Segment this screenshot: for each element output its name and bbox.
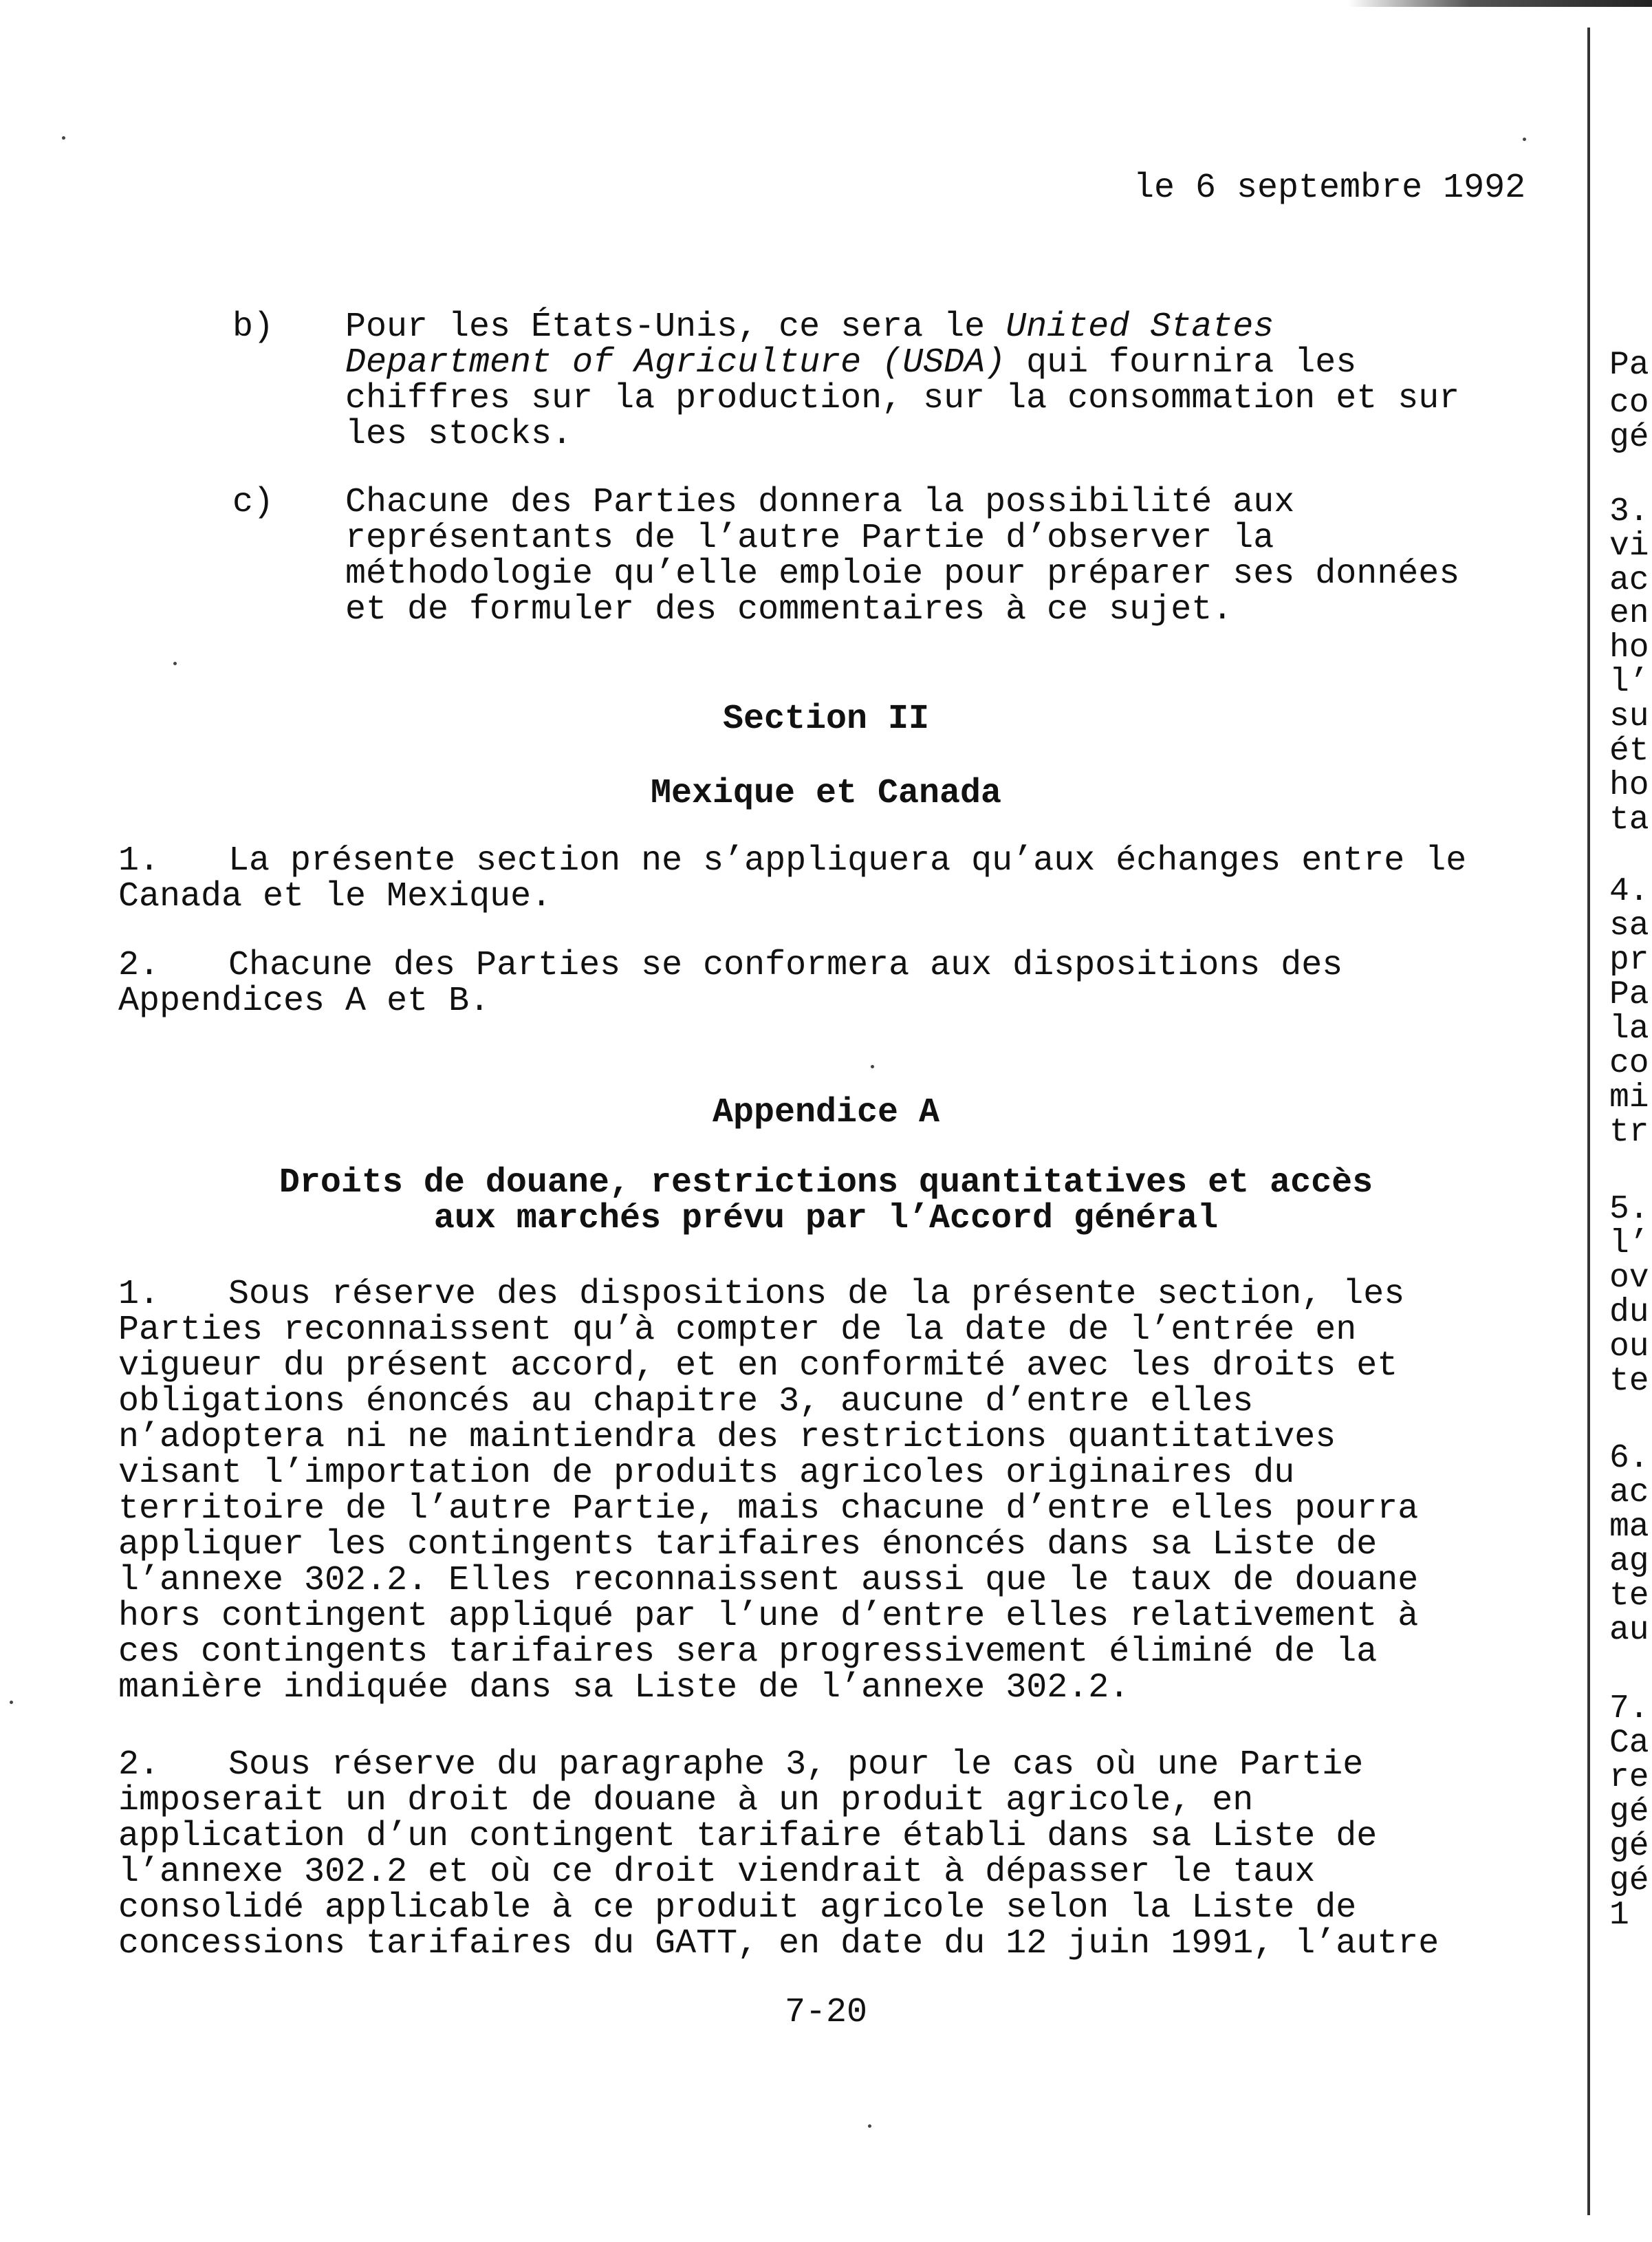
text-line [345, 345, 1542, 381]
section-paragraph-2 [118, 948, 1539, 1020]
adjacent-page-fragment [1602, 0, 1652, 2242]
adjacent-page-text-fragment: l’ [1609, 664, 1649, 701]
appendix-paragraph-2 [118, 1747, 1539, 1962]
scan-speck [10, 1701, 13, 1704]
scan-speck [871, 1065, 874, 1068]
adjacent-page-edge [1587, 28, 1590, 2215]
page-number: 7-20 [784, 1993, 868, 2032]
adjacent-page-text-fragment: gé [1609, 1828, 1649, 1865]
text-line: appliquer les contingents tarifaires énoncés dans sa Liste de [118, 1525, 1378, 1564]
text-line: manière indiquée dans sa Liste de l’annexe 302.2. [118, 1668, 1130, 1707]
text-line [345, 381, 1542, 417]
adjacent-page-text-fragment: ét [1609, 733, 1649, 770]
adjacent-page-text-fragment: Ca [1609, 1725, 1649, 1762]
appendix-subtitle [0, 1165, 1652, 1237]
paragraph-number: 1. [118, 841, 160, 881]
text-line: méthodologie qu’elle emploie pour préparer ses données [345, 554, 1460, 594]
text-line [118, 843, 1539, 879]
adjacent-page-text-fragment: re [1609, 1759, 1649, 1796]
text-run: Sous réserve du paragraphe 3, pour le cas où une Partie [228, 1745, 1364, 1785]
text-line: vigueur du présent accord, et en conformité avec les droits et [118, 1346, 1398, 1386]
text-line: application d’un contingent tarifaire établi dans sa Liste de [118, 1817, 1378, 1856]
list-item-letter: c) [232, 483, 274, 522]
adjacent-page-text-fragment: la [1609, 1011, 1649, 1048]
text-line [345, 417, 1542, 453]
text-run: les stocks. [345, 415, 573, 454]
text-line: l’annexe 302.2. Elles reconnaissent aussi que le taux de douane [118, 1561, 1419, 1600]
adjacent-page-text-fragment: 3. [1609, 493, 1649, 530]
italic-text-run: United States [1006, 308, 1274, 347]
text-line: visant l’importation de produits agricoles originaires du [118, 1454, 1295, 1493]
adjacent-page-text-fragment: sa [1609, 907, 1649, 945]
text-run: La présente section ne s’appliquera qu’aux échanges entre le [228, 841, 1467, 881]
text-line: territoire de l’autre Partie, mais chacune d’entre elles pourra [118, 1489, 1419, 1529]
text-line: consolidé applicable à ce produit agricole selon la Liste de [118, 1888, 1357, 1928]
adjacent-page-text-fragment: Pa [1609, 347, 1649, 384]
text-line: ces contingents tarifaires sera progressivement éliminé de la [118, 1632, 1378, 1672]
list-item-text [345, 485, 1542, 628]
adjacent-page-text-fragment: gé [1609, 1793, 1649, 1831]
adjacent-page-text-fragment: te [1609, 1577, 1649, 1615]
text-line [118, 1747, 1539, 1783]
adjacent-page-text-fragment: au [1609, 1612, 1649, 1649]
text-line: Canada et le Mexique. [118, 877, 552, 916]
adjacent-page-text-fragment: gé [1609, 1862, 1649, 1899]
adjacent-page-text-fragment: ta [1609, 801, 1649, 839]
text-run: Chacune des Parties se conformera aux dispositions des [228, 946, 1343, 985]
text-line: Chacune des Parties donnera la possibilité aux [345, 483, 1295, 522]
text-line: Droits de douane, restrictions quantitatives et accès [279, 1163, 1373, 1203]
text-line: imposerait un droit de douane à un produit agricole, en [118, 1781, 1254, 1820]
adjacent-page-text-fragment: te [1609, 1363, 1649, 1400]
paragraph-number: 2. [118, 946, 160, 985]
section-paragraph-1 [118, 843, 1539, 915]
text-line: hors contingent appliqué par l’une d’entre elles relativement à [118, 1597, 1419, 1636]
adjacent-page-text-fragment: 5. [1609, 1191, 1649, 1228]
text-run: qui fournira les [1006, 343, 1357, 382]
text-run: Sous réserve des dispositions de la présente section, les [228, 1275, 1405, 1314]
text-line: représentants de l’autre Partie d’observer la [345, 519, 1274, 558]
text-line: n’adoptera ni ne maintiendra des restrictions quantitatives [118, 1418, 1336, 1457]
text-line: aux marchés prévu par l’Accord général [433, 1199, 1219, 1238]
scan-speck [1523, 138, 1526, 141]
section-title: Section II [722, 700, 930, 739]
adjacent-page-text-fragment: su [1609, 698, 1649, 735]
text-line [118, 948, 1539, 984]
appendix-title: Appendice A [712, 1093, 940, 1132]
adjacent-page-text-fragment: ma [1609, 1509, 1649, 1546]
text-line [118, 1277, 1539, 1313]
text-run: Pour les États-Unis, ce sera le [345, 308, 1006, 347]
adjacent-page-text-fragment: vi [1609, 528, 1649, 565]
adjacent-page-text-fragment: ac [1609, 1474, 1649, 1511]
adjacent-page-text-fragment: du [1609, 1294, 1649, 1331]
adjacent-page-text-fragment: gé [1609, 419, 1649, 456]
paragraph-number: 1. [118, 1275, 160, 1314]
scan-speck [62, 136, 65, 140]
adjacent-page-text-fragment: pr [1609, 942, 1649, 979]
list-item-letter: b) [232, 308, 274, 347]
text-line: l’annexe 302.2 et où ce droit viendrait à dépasser le taux [118, 1853, 1316, 1892]
section-subtitle: Mexique et Canada [650, 774, 1002, 813]
adjacent-page-text-fragment: ho [1609, 629, 1649, 667]
adjacent-page-text-fragment: tr [1609, 1114, 1649, 1151]
appendix-paragraph-1 [118, 1277, 1539, 1706]
list-item-b [232, 310, 1539, 454]
text-run: chiffres sur la production, sur la consommation et sur [345, 379, 1460, 418]
scan-speck [173, 662, 177, 665]
text-line: Parties reconnaissent qu’à compter de la date de l’entrée en [118, 1311, 1357, 1350]
adjacent-page-text-fragment: 4. [1609, 873, 1649, 910]
adjacent-page-text-fragment: ho [1609, 767, 1649, 804]
paragraph-number: 2. [118, 1745, 160, 1785]
list-item-text [345, 310, 1542, 453]
scan-speck [868, 2124, 871, 2128]
text-line: obligations énoncés au chapitre 3, aucune d’entre elles [118, 1382, 1254, 1421]
adjacent-page-text-fragment: ac [1609, 562, 1649, 599]
text-line: Appendices A et B. [118, 982, 490, 1021]
adjacent-page-text-fragment: ag [1609, 1543, 1649, 1580]
adjacent-page-text-fragment: 6. [1609, 1440, 1649, 1477]
adjacent-page-text-fragment: l’ [1609, 1225, 1649, 1262]
list-item-c [232, 485, 1539, 629]
text-line [345, 310, 1542, 345]
adjacent-page-text-fragment: ou [1609, 1328, 1649, 1366]
adjacent-page-text-fragment: co [1609, 1045, 1649, 1082]
text-line: concessions tarifaires du GATT, en date du 12 juin 1991, l’autre [118, 1924, 1439, 1963]
adjacent-page-text-fragment: Pa [1609, 976, 1649, 1013]
adjacent-page-text-fragment: ov [1609, 1260, 1649, 1297]
adjacent-page-text-fragment: co [1609, 385, 1649, 422]
adjacent-page-text-fragment: 1 [1609, 1897, 1629, 1934]
adjacent-page-text-fragment: 7. [1609, 1690, 1649, 1727]
italic-text-run: Department of Agriculture (USDA) [345, 343, 1006, 382]
adjacent-page-text-fragment: en [1609, 595, 1649, 632]
document-date: le 6 septembre 1992 [1133, 169, 1526, 208]
text-line: et de formuler des commentaires à ce sujet. [345, 590, 1233, 629]
adjacent-page-text-fragment: mi [1609, 1079, 1649, 1117]
